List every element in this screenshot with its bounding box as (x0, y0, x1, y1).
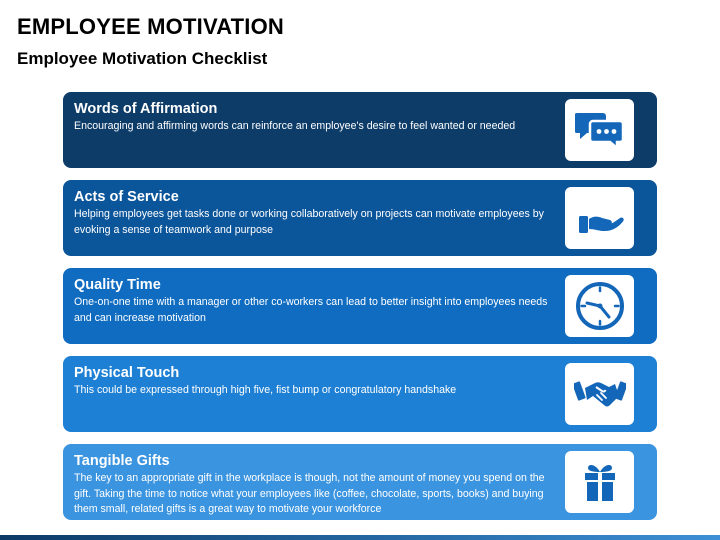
checklist (63, 92, 657, 532)
card-title: Words of Affirmation (74, 101, 218, 117)
clock-icon (575, 281, 625, 331)
card-title: Quality Time (74, 277, 161, 293)
card-description: This could be expressed through high five, fist bump or congratulatory handshake (74, 384, 457, 396)
gift-box-icon (580, 460, 620, 504)
card-description: Helping employees get tasks done or working collaboratively on projects can motivate employees by evoking a sense of teamwork and purpose (74, 208, 544, 236)
open-hand-icon (575, 198, 625, 238)
icon-box (565, 451, 634, 513)
handshake-icon (574, 374, 626, 414)
card-tangible-gifts (63, 444, 657, 520)
speech-bubbles-icon (575, 110, 625, 150)
page-subtitle: Employee Motivation Checklist (17, 49, 268, 68)
card-description: Encouraging and affirming words can reinforce an employee's desire to feel wanted or needed (74, 120, 516, 132)
card-quality-time (63, 268, 657, 344)
card-title: Acts of Service (74, 189, 179, 205)
card-description: One-on-one time with a manager or other co-workers can lead to better insight into employees needs and can increase motivation (74, 296, 548, 324)
icon-box (565, 99, 634, 161)
card-acts-of-service (63, 180, 657, 256)
card-words-of-affirmation (63, 92, 657, 168)
footer-accent-bar (0, 535, 720, 540)
page-title: EMPLOYEE MOTIVATION (17, 14, 284, 39)
card-physical-touch (63, 356, 657, 432)
card-description: The key to an appropriate gift in the workplace is though, not the amount of money you spend on the gift. Taking the time to notice what your employees like (coffee, chocolate, sports, books) and buying them small, related gifts is a great way to motivate your workforce (74, 472, 545, 515)
card-title: Tangible Gifts (74, 453, 170, 469)
icon-box (565, 275, 634, 337)
icon-box (565, 187, 634, 249)
card-title: Physical Touch (74, 365, 180, 381)
icon-box (565, 363, 634, 425)
